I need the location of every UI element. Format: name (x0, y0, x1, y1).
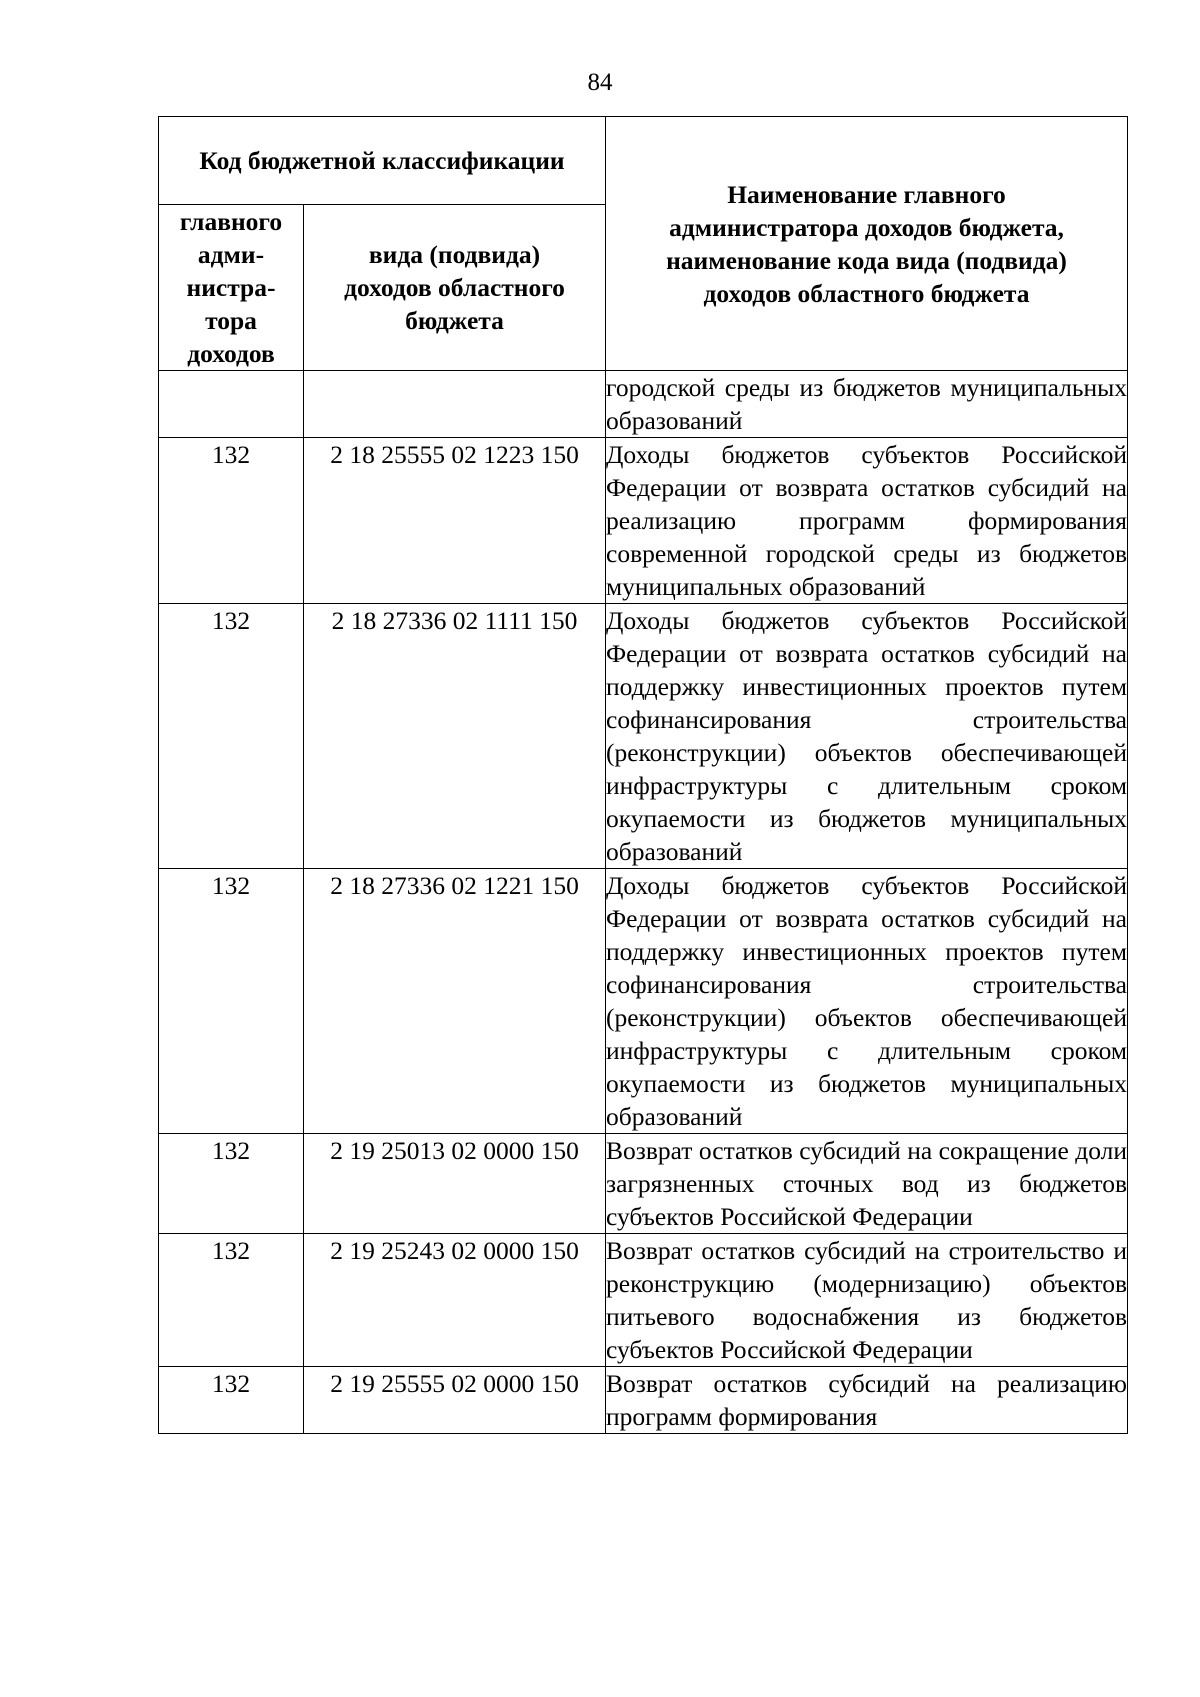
header-code-line: вида (подвида) (368, 240, 541, 269)
income-code-cell: 2 18 27336 02 1221 150 (304, 869, 606, 1134)
income-code-cell: 2 18 25555 02 1223 150 (304, 438, 606, 604)
header-name-line: Наименование главного (727, 179, 1006, 209)
table-row (159, 1367, 1128, 1434)
admin-code-cell: 132 (159, 1367, 304, 1434)
header-admin-line: нистра- (186, 273, 276, 302)
table-row (159, 371, 1128, 438)
header-name-column (606, 117, 1128, 371)
header-admin-line: главного (179, 207, 283, 236)
income-name-cell: Возврат остатков субсидий на сокращение доли загрязненных сточных вод из бюджетов субъектов Российской Федерации (606, 1134, 1128, 1234)
table-row (159, 1234, 1128, 1367)
table-row (159, 438, 1128, 604)
admin-code-cell: 132 (159, 1134, 304, 1234)
income-code-cell: 2 18 27336 02 1111 150 (304, 604, 606, 869)
header-name-line: администратора доходов бюджета, (669, 212, 1064, 242)
table-row (159, 1134, 1128, 1234)
admin-code-cell (159, 371, 304, 438)
income-name-cell: Доходы бюджетов субъектов Российской Федерации от возврата остатков субсидий на поддержку инвестиционных проектов путем софинансирования строительства (реконструкции) объектов обеспечивающей инфраструктуры с длительным сроком окупаемости из бюджетов муниципальных образований (606, 604, 1128, 869)
income-code-cell: 2 19 25555 02 0000 150 (304, 1367, 606, 1434)
income-name-cell: Возврат остатков субсидий на реализацию программ формирования (606, 1367, 1128, 1434)
income-code-cell: 2 19 25013 02 0000 150 (304, 1134, 606, 1234)
income-name-cell: Доходы бюджетов субъектов Российской Федерации от возврата остатков субсидий на реализацию программ формирования современной городской среды из бюджетов муниципальных образований (606, 438, 1128, 604)
header-admin-line: тора (205, 306, 257, 335)
header-budget-classification-code: Код бюджетной классификации (159, 117, 606, 205)
admin-code-cell: 132 (159, 438, 304, 604)
income-name-cell: Доходы бюджетов субъектов Российской Федерации от возврата остатков субсидий на поддержку инвестиционных проектов путем софинансирования строительства (реконструкции) объектов обеспечивающей инфраструктуры с длительным сроком окупаемости из бюджетов муниципальных образований (606, 869, 1128, 1134)
admin-code-cell: 132 (159, 604, 304, 869)
header-admin-line: адми- (197, 240, 265, 269)
header-code-column (304, 205, 606, 371)
header-admin-column (159, 205, 304, 371)
table-row (159, 604, 1128, 869)
income-name-cell: городской среды из бюджетов муниципальных образований (606, 371, 1128, 438)
table-row (159, 869, 1128, 1134)
header-admin-line: доходов (187, 339, 275, 368)
income-name-cell: Возврат остатков субсидий на строительство и реконструкцию (модернизацию) объектов питьевого водоснабжения из бюджетов субъектов Российской Федерации (606, 1234, 1128, 1367)
header-code-line: доходов областного (344, 273, 565, 302)
income-code-cell (304, 371, 606, 438)
budget-classification-table (158, 116, 1128, 1434)
admin-code-cell: 132 (159, 869, 304, 1134)
header-code-line: бюджета (405, 306, 504, 335)
page-number: 84 (587, 69, 613, 96)
admin-code-cell: 132 (159, 1234, 304, 1367)
income-code-cell: 2 19 25243 02 0000 150 (304, 1234, 606, 1367)
header-name-line: доходов областного бюджета (703, 278, 1030, 308)
header-name-line: наименование кода вида (подвида) (666, 245, 1067, 275)
